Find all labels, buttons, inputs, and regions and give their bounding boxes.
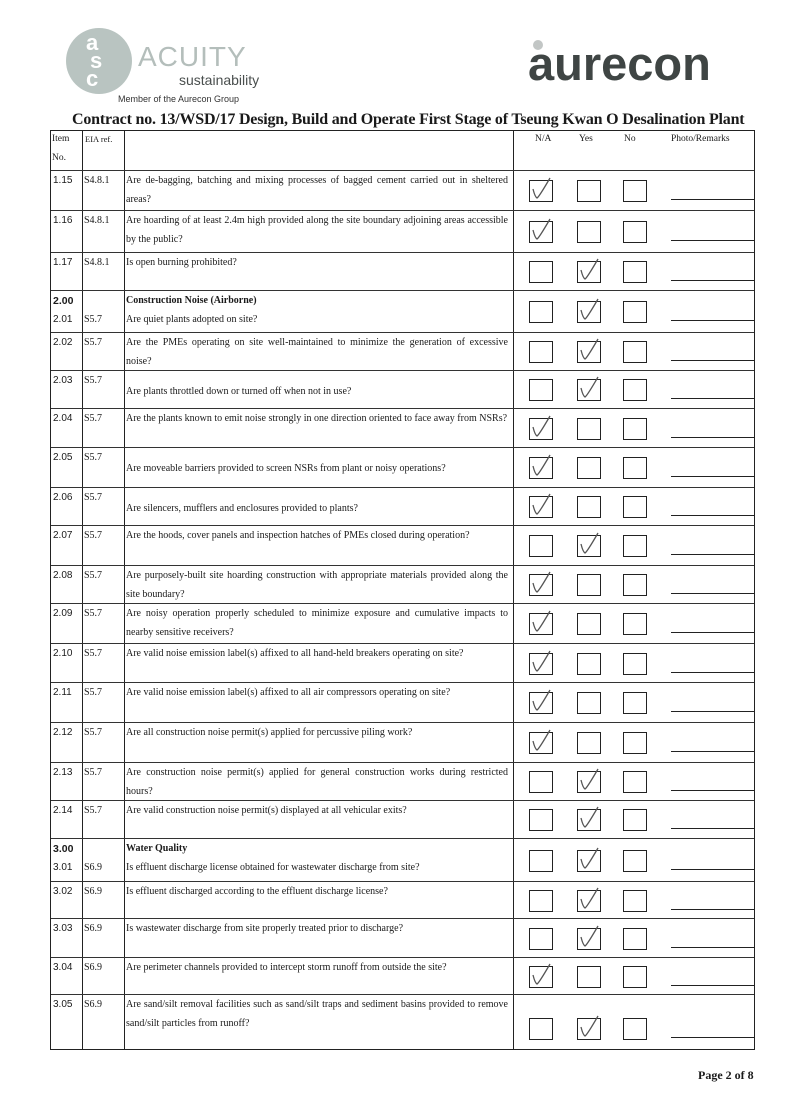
aurecon-logo: aurecon xyxy=(528,37,711,90)
checkbox-na[interactable] xyxy=(529,457,553,479)
checkbox-na[interactable] xyxy=(529,692,553,714)
checkbox-na[interactable] xyxy=(529,418,553,440)
checkbox-na[interactable] xyxy=(529,732,553,754)
checkbox-na[interactable] xyxy=(529,574,553,596)
checkbox-yes[interactable] xyxy=(577,809,601,831)
section-number: 3.00 xyxy=(53,843,74,855)
checkmark-icon xyxy=(528,216,556,246)
checkbox-na[interactable] xyxy=(529,928,553,950)
checkbox-na[interactable] xyxy=(529,379,553,401)
col-remarks-label: Photo/Remarks xyxy=(671,134,730,144)
item-number: 2.10 xyxy=(53,648,73,659)
remarks-line[interactable] xyxy=(671,909,755,910)
question-text: Are sand/silt removal facilities such as sand/silt traps and sediment basins provided to remove sand/silt particles from runoff? xyxy=(126,999,508,1029)
remarks-line[interactable] xyxy=(671,632,755,633)
remarks-line[interactable] xyxy=(671,672,755,673)
eia-ref: S5.7 xyxy=(84,570,103,581)
question-text: Are valid construction noise permit(s) displayed at all vehicular exits? xyxy=(126,805,407,816)
checkbox-no[interactable] xyxy=(623,692,647,714)
remarks-line[interactable] xyxy=(671,751,755,752)
remarks-line[interactable] xyxy=(671,828,755,829)
col-item-label-2: No. xyxy=(52,153,66,163)
table-row xyxy=(51,371,754,409)
item-number: 2.06 xyxy=(53,492,73,503)
table-row xyxy=(51,526,754,566)
checkmark-icon xyxy=(576,804,604,834)
checkbox-yes[interactable] xyxy=(577,418,601,440)
eia-ref: S5.7 xyxy=(84,492,103,503)
item-number: 2.14 xyxy=(53,805,73,816)
item-number: 2.12 xyxy=(53,727,73,738)
question-text: Are the hoods, cover panels and inspection hatches of PMEs closed during operation? xyxy=(126,530,470,541)
checkbox-na[interactable] xyxy=(529,613,553,635)
remarks-line[interactable] xyxy=(671,199,755,200)
table-row xyxy=(51,882,754,919)
table-row xyxy=(51,211,754,253)
eia-ref: S5.7 xyxy=(84,375,103,386)
document-title: Contract no. 13/WSD/17 Design, Build and Operate First Stage of Tseung Kwan O Desalination Plant xyxy=(72,111,745,128)
checkbox-yes[interactable] xyxy=(577,732,601,754)
question-text: Are the plants known to emit noise strongly in one direction oriented to face away from NSRs? xyxy=(126,413,508,424)
checkbox-yes[interactable] xyxy=(577,180,601,202)
table-row xyxy=(51,919,754,958)
checkbox-yes[interactable] xyxy=(577,496,601,518)
checkbox-no[interactable] xyxy=(623,379,647,401)
eia-ref: S5.7 xyxy=(84,648,103,659)
eia-ref: S6.9 xyxy=(84,999,103,1010)
checkbox-yes[interactable] xyxy=(577,692,601,714)
checkbox-yes[interactable] xyxy=(577,771,601,793)
col-yes-label: Yes xyxy=(579,134,593,144)
remarks-line[interactable] xyxy=(671,280,755,281)
eia-ref: S6.9 xyxy=(84,886,103,897)
col-no-label: No xyxy=(624,134,636,144)
eia-ref: S5.7 xyxy=(84,314,103,325)
question-text: Are noisy operation properly scheduled to minimize exposure and cumulative impacts to nearby sensitive receivers? xyxy=(126,608,508,638)
question-text: Is effluent discharged according to the effluent discharge license? xyxy=(126,886,388,897)
question-text: Are de-bagging, batching and mixing processes of bagged cement carried out in sheltered areas? xyxy=(126,175,508,205)
table-row xyxy=(51,604,754,644)
checkbox-na[interactable] xyxy=(529,809,553,831)
checkmark-icon xyxy=(528,569,556,599)
item-number: 2.09 xyxy=(53,608,73,619)
checkbox-na[interactable] xyxy=(529,653,553,675)
question-text: Are purposely-built site hoarding construction with appropriate materials provided along the site boundary? xyxy=(126,570,508,600)
checkbox-yes[interactable] xyxy=(577,850,601,872)
checkmark-icon xyxy=(528,727,556,757)
eia-ref: S4.8.1 xyxy=(84,257,110,268)
checkbox-yes[interactable] xyxy=(577,574,601,596)
remarks-line[interactable] xyxy=(671,515,755,516)
section-number: 2.00 xyxy=(53,295,74,307)
remarks-line[interactable] xyxy=(671,1037,755,1038)
question-text: Are quiet plants adopted on site? xyxy=(126,314,258,325)
item-number: 3.04 xyxy=(53,962,73,973)
checkbox-no[interactable] xyxy=(623,341,647,363)
eia-ref: S6.9 xyxy=(84,923,103,934)
checkmark-icon xyxy=(528,175,556,205)
table-row xyxy=(51,333,754,371)
item-number: 1.15 xyxy=(53,175,73,186)
checkmark-icon xyxy=(576,885,604,915)
checkmark-icon xyxy=(576,256,604,286)
item-number: 2.03 xyxy=(53,375,73,386)
eia-ref: S4.8.1 xyxy=(84,175,110,186)
question-text: Are hoarding of at least 2.4m high provided along the site boundary adjoining areas accessible by the public? xyxy=(126,215,508,245)
remarks-line[interactable] xyxy=(671,320,755,321)
checkmark-icon xyxy=(528,687,556,717)
checkbox-na[interactable] xyxy=(529,890,553,912)
checkbox-no[interactable] xyxy=(623,613,647,635)
eia-ref: S5.7 xyxy=(84,530,103,541)
eia-ref: S5.7 xyxy=(84,337,103,348)
table-row xyxy=(51,763,754,801)
checkbox-na[interactable] xyxy=(529,221,553,243)
item-number: 3.01 xyxy=(53,862,73,873)
member-text: Member of the Aurecon Group xyxy=(118,94,240,104)
eia-ref: S5.7 xyxy=(84,687,103,698)
checkbox-yes[interactable] xyxy=(577,379,601,401)
question-text: Is wastewater discharge from site properly treated prior to discharge? xyxy=(126,923,404,934)
checkbox-yes[interactable] xyxy=(577,613,601,635)
item-number: 2.11 xyxy=(53,687,72,698)
checkbox-no[interactable] xyxy=(623,261,647,283)
checkbox-no[interactable] xyxy=(623,890,647,912)
checkbox-na[interactable] xyxy=(529,535,553,557)
checklist-table xyxy=(50,130,755,1050)
checkmark-icon xyxy=(576,374,604,404)
checkmark-icon xyxy=(528,413,556,443)
question-text: Is open burning prohibited? xyxy=(126,257,237,268)
checkbox-no[interactable] xyxy=(623,457,647,479)
question-text: Is effluent discharge license obtained for wastewater discharge from site? xyxy=(126,862,420,873)
checkbox-yes[interactable] xyxy=(577,653,601,675)
checkbox-no[interactable] xyxy=(623,809,647,831)
eia-ref: S6.9 xyxy=(84,962,103,973)
checkbox-yes[interactable] xyxy=(577,221,601,243)
eia-ref: S5.7 xyxy=(84,767,103,778)
item-number: 2.05 xyxy=(53,452,73,463)
question-text: Are valid noise emission label(s) affixed to all hand-held breakers operating on site? xyxy=(126,648,464,659)
checkbox-no[interactable] xyxy=(623,535,647,557)
eia-ref: S6.9 xyxy=(84,862,103,873)
table-row xyxy=(51,995,754,1050)
item-number: 2.04 xyxy=(53,413,73,424)
checkbox-yes[interactable] xyxy=(577,1018,601,1040)
header-row xyxy=(51,131,754,171)
section-title: Water Quality xyxy=(126,843,188,854)
item-number: 3.03 xyxy=(53,923,73,934)
eia-ref: S5.7 xyxy=(84,413,103,424)
acuity-monogram: a s c xyxy=(66,28,132,94)
table-row xyxy=(51,839,754,882)
question-text: Are silencers, mufflers and enclosures provided to plants? xyxy=(126,503,358,514)
col-eia-label: EIA ref. xyxy=(85,134,113,144)
checkbox-yes[interactable] xyxy=(577,928,601,950)
remarks-line[interactable] xyxy=(671,947,755,948)
checkbox-na[interactable] xyxy=(529,771,553,793)
item-number: 2.07 xyxy=(53,530,73,541)
remarks-line[interactable] xyxy=(671,869,755,870)
question-text: Are valid noise emission label(s) affixed to all air compressors operating on site? xyxy=(126,687,451,698)
checkbox-no[interactable] xyxy=(623,966,647,988)
checkbox-yes[interactable] xyxy=(577,890,601,912)
question-text: Are plants throttled down or turned off when not in use? xyxy=(126,386,352,397)
checkmark-icon xyxy=(576,845,604,875)
table-row xyxy=(51,723,754,763)
table-row xyxy=(51,171,754,211)
checkbox-yes[interactable] xyxy=(577,966,601,988)
remarks-line[interactable] xyxy=(671,711,755,712)
checkmark-icon xyxy=(528,648,556,678)
remarks-line[interactable] xyxy=(671,554,755,555)
remarks-line[interactable] xyxy=(671,790,755,791)
table-row xyxy=(51,566,754,604)
checkbox-yes[interactable] xyxy=(577,341,601,363)
remarks-line[interactable] xyxy=(671,240,755,241)
checkbox-no[interactable] xyxy=(623,301,647,323)
remarks-line[interactable] xyxy=(671,360,755,361)
item-number: 2.01 xyxy=(53,314,73,325)
checkbox-no[interactable] xyxy=(623,221,647,243)
item-number: 2.02 xyxy=(53,337,73,348)
checkbox-no[interactable] xyxy=(623,1018,647,1040)
acuity-logo xyxy=(66,26,266,106)
item-number: 3.02 xyxy=(53,886,73,897)
checkbox-yes[interactable] xyxy=(577,261,601,283)
checkbox-na[interactable] xyxy=(529,341,553,363)
table-row xyxy=(51,958,754,995)
checkmark-icon xyxy=(528,452,556,482)
checkbox-no[interactable] xyxy=(623,418,647,440)
checkmark-icon xyxy=(576,296,604,326)
checkmark-icon xyxy=(576,1013,604,1043)
checkmark-icon xyxy=(576,336,604,366)
checkbox-no[interactable] xyxy=(623,928,647,950)
checkbox-no[interactable] xyxy=(623,653,647,675)
table-row xyxy=(51,448,754,488)
checkbox-yes[interactable] xyxy=(577,535,601,557)
remarks-line[interactable] xyxy=(671,593,755,594)
remarks-line[interactable] xyxy=(671,476,755,477)
checkmark-icon xyxy=(576,923,604,953)
section-title: Construction Noise (Airborne) xyxy=(126,295,257,306)
table-row xyxy=(51,683,754,723)
col-item-label: Item xyxy=(52,134,70,144)
eia-ref: S5.7 xyxy=(84,805,103,816)
checkbox-na[interactable] xyxy=(529,180,553,202)
checkbox-no[interactable] xyxy=(623,771,647,793)
remarks-line[interactable] xyxy=(671,398,755,399)
checkbox-no[interactable] xyxy=(623,850,647,872)
remarks-line[interactable] xyxy=(671,985,755,986)
question-text: Are all construction noise permit(s) applied for percussive piling work? xyxy=(126,727,413,738)
item-number: 1.17 xyxy=(53,257,73,268)
checkbox-yes[interactable] xyxy=(577,301,601,323)
item-number: 2.08 xyxy=(53,570,73,581)
checkmark-icon xyxy=(528,608,556,638)
eia-ref: S4.8.1 xyxy=(84,215,110,226)
checkbox-na[interactable] xyxy=(529,261,553,283)
table-row xyxy=(51,253,754,291)
checkbox-yes[interactable] xyxy=(577,457,601,479)
acuity-tagline: sustainability xyxy=(179,72,260,88)
table-row xyxy=(51,291,754,333)
checkbox-no[interactable] xyxy=(623,180,647,202)
item-number: 1.16 xyxy=(53,215,73,226)
checkbox-no[interactable] xyxy=(623,496,647,518)
table-row xyxy=(51,488,754,526)
item-number: 2.13 xyxy=(53,767,73,778)
checkmark-icon xyxy=(576,530,604,560)
eia-ref: S5.7 xyxy=(84,452,103,463)
acuity-brand: ACUITY xyxy=(138,41,247,72)
checkbox-no[interactable] xyxy=(623,732,647,754)
table-row xyxy=(51,644,754,683)
question-text: Are perimeter channels provided to intercept storm runoff from outside the site? xyxy=(126,962,447,973)
page-number: Page 2 of 8 xyxy=(698,1068,754,1082)
remarks-line[interactable] xyxy=(671,437,755,438)
checkbox-no[interactable] xyxy=(623,574,647,596)
checkbox-na[interactable] xyxy=(529,496,553,518)
table-row xyxy=(51,801,754,839)
checkbox-na[interactable] xyxy=(529,966,553,988)
checkbox-na[interactable] xyxy=(529,850,553,872)
col-na-label: N/A xyxy=(535,134,552,144)
question-text: Are moveable barriers provided to screen NSRs from plant or noisy operations? xyxy=(126,463,446,474)
item-number: 3.05 xyxy=(53,999,73,1010)
question-text: Are the PMEs operating on site well-maintained to minimize the generation of excessive noise? xyxy=(126,337,508,367)
checkbox-na[interactable] xyxy=(529,301,553,323)
question-text: Are construction noise permit(s) applied for general construction works during restricted hours? xyxy=(126,767,508,797)
eia-ref: S5.7 xyxy=(84,608,103,619)
checkmark-icon xyxy=(576,766,604,796)
checkbox-na[interactable] xyxy=(529,1018,553,1040)
checkmark-icon xyxy=(528,491,556,521)
checkmark-icon xyxy=(528,961,556,991)
eia-ref: S5.7 xyxy=(84,727,103,738)
table-row xyxy=(51,409,754,448)
